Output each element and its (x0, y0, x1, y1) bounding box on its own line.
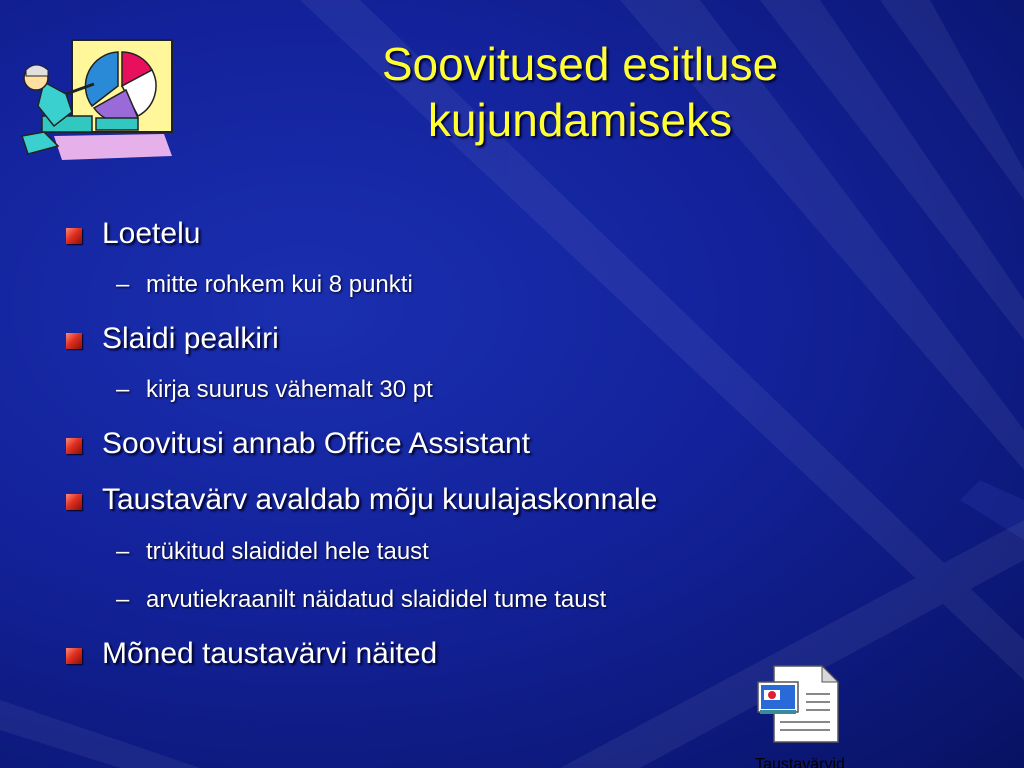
document-icon[interactable] (756, 664, 840, 744)
bullet-item (102, 426, 530, 462)
bullet-item (102, 321, 279, 357)
bullet-text: Slaidi pealkiri (102, 322, 279, 355)
dash-marker: – (116, 538, 130, 565)
dash-marker: – (116, 271, 130, 298)
red-square-bullet-icon (66, 333, 82, 349)
sub-bullet-item (116, 270, 413, 300)
sub-bullet-text: mitte rohkem kui 8 punkti (146, 271, 413, 298)
sub-bullet-item (116, 585, 606, 615)
bullet-item (102, 636, 437, 672)
sub-bullet-item (116, 375, 433, 405)
bullet-text: Loetelu (102, 217, 201, 250)
sub-bullet-text: arvutiekraanilt näidatud slaididel tume taust (146, 586, 607, 613)
bullet-text: Taustavärv avaldab mõju kuulajaskonnale (102, 483, 658, 516)
slide-title-line-2: kujundamiseks (427, 94, 733, 146)
slide-title (290, 36, 870, 148)
bullet-text: Soovitusi annab Office Assistant (102, 427, 531, 460)
sub-bullet-text: kirja suurus vähemalt 30 pt (146, 376, 433, 403)
dash-marker: – (116, 376, 130, 403)
red-square-bullet-icon (66, 438, 82, 454)
bullet-item (102, 482, 657, 518)
presenter-pie-chart-clipart (14, 36, 176, 162)
red-square-bullet-icon (66, 648, 82, 664)
red-square-bullet-icon (66, 228, 82, 244)
sub-bullet-item (116, 537, 429, 567)
document-caption: Taustavärvid (755, 756, 845, 768)
red-square-bullet-icon (66, 494, 82, 510)
bullet-item (102, 216, 200, 252)
slide-title-line-1: Soovitused esitluse (381, 38, 779, 90)
dash-marker: – (116, 586, 130, 613)
sub-bullet-text: trükitud slaididel hele taust (146, 538, 429, 565)
bullet-text: Mõned taustavärvi näited (102, 637, 438, 670)
